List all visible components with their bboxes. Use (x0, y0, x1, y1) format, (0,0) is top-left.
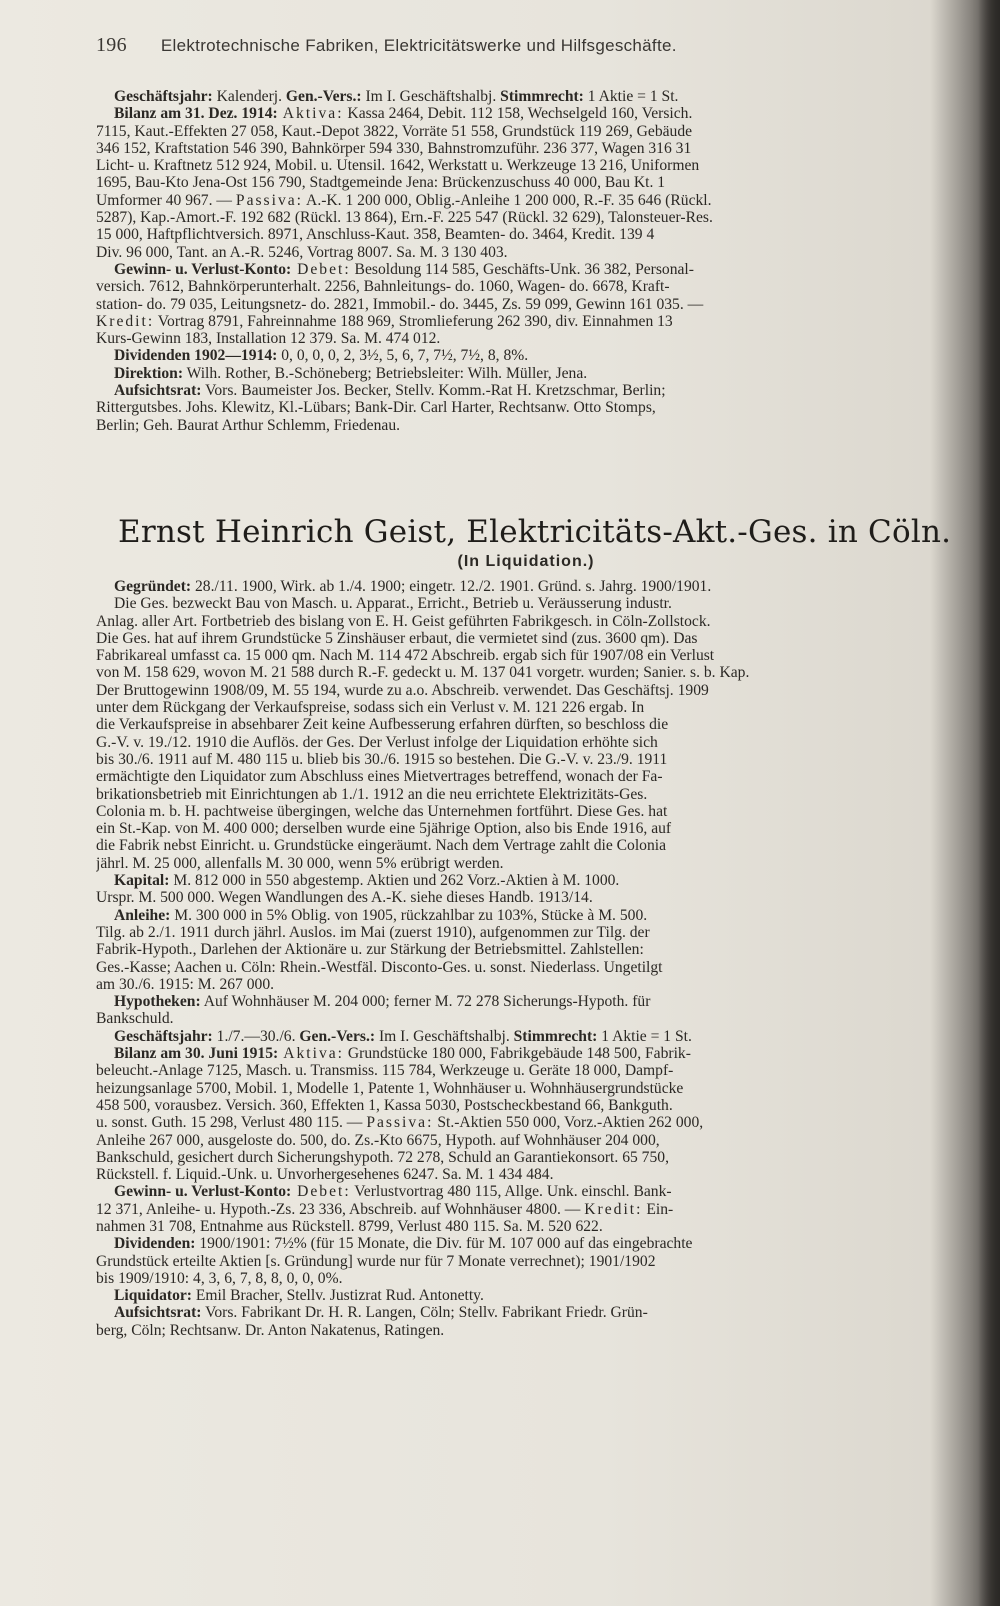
text-line: Gegründet: 28./11. 1900, Wirk. ab 1./4. 1900; eingetr. 12./2. 1901. Gründ. s. Jahrg. 1900/1901. (114, 578, 712, 595)
text-line: unter dem Rückgang der Verkaufspreise, sodass sich ein Verlust v. M. 121 226 ergab. In (96, 699, 645, 717)
text-line: ermächtigte den Liquidator zum Abschluss eines Mietvertrages betreffend, wonach der Fa- (96, 768, 663, 786)
text-line: Geschäftsjahr: Kalenderj. Gen.-Vers.: Im I. Geschäftshalbj. Stimmrecht: 1 Aktie = 1 St. (114, 88, 679, 105)
text-line: bis 30./6. 1911 auf M. 480 115 u. blieb bis 30./6. 1915 so bestehen. Die G.-V. v. 23./9. 1911 (96, 750, 668, 768)
text-line: Fabrikareal umfasst ca. 15 000 qm. Nach M. 114 472 Abschreib. ergab sich für 1907/08 ein Verlust (96, 647, 715, 665)
page-edge-shadow (978, 0, 1000, 1606)
company-entry (96, 578, 954, 1339)
text-line: Aufsichtsrat: Vors. Baumeister Jos. Becker, Stellv. Komm.-Rat H. Kretzschmar, Berlin; (114, 382, 666, 400)
previous-company-entry (96, 88, 954, 434)
text-line: Berlin; Geh. Baurat Arthur Schlemm, Friedenau. (96, 416, 401, 434)
text-line: versich. 7612, Bahnkörperunterhalt. 2256, Bahnleitungs- do. 1060, Wagen- do. 6678, Kraft- (96, 278, 670, 296)
text-line: von M. 158 629, wovon M. 21 588 durch R.-F. gedeckt u. M. 137 041 vorgetr. wurden; Sanier. s. b. Kap. (96, 664, 750, 682)
text-line: Tilg. ab 2./1. 1911 durch jährl. Auslos. im Mai (zuerst 1910), aufgenommen zur Tilg. der (96, 923, 650, 941)
text-line: nahmen 31 708, Entnahme aus Rückstell. 8799, Verlust 480 115. Sa. M. 520 622. (96, 1217, 603, 1235)
text-line: Licht- u. Kraftnetz 512 924, Mobil. u. Utensil. 1642, Werkstatt u. Werkzeuge 13 216, Uniformen (96, 157, 700, 175)
text-line: bis 1909/1910: 4, 3, 6, 7, 8, 8, 0, 0, 0%. (96, 1269, 343, 1287)
text-line: 458 500, vorausbez. Versich. 360, Effekten 1, Kassa 5030, Postscheckbestand 66, Bankguth. (96, 1096, 673, 1114)
text-line: Bilanz am 31. Dez. 1914: Aktiva: Kassa 2464, Debit. 112 158, Wechselgeld 160, Versich. (114, 105, 693, 123)
text-line: jährl. M. 25 000, allenfalls M. 30 000, wenn 5% erübrigt werden. (96, 854, 504, 872)
text-line: berg, Cöln; Rechtsanw. Dr. Anton Nakatenus, Ratingen. (96, 1321, 445, 1339)
text-line: Die Ges. hat auf ihrem Grundstücke 5 Zinshäuser erbaut, die vermietet sind (zus. 3600 qm). Das (96, 629, 698, 647)
text-line: Gewinn- u. Verlust-Konto: Debet: Besoldung 114 585, Geschäfts-Unk. 36 382, Personal- (114, 260, 694, 278)
text-line: Colonia m. b. H. pachtweise übergingen, welche das Unternehmen fortführt. Diese Ges. hat (96, 802, 668, 820)
text-line: Div. 96 000, Tant. an A.-R. 5246, Vortrag 8007. Sa. M. 3 130 403. (96, 243, 508, 261)
text-line: Geschäftsjahr: 1./7.—30./6. Gen.-Vers.: Im I. Geschäftshalbj. Stimmrecht: 1 Aktie = 1 St. (114, 1027, 692, 1045)
text-line: die Fabrik nebst Einricht. u. Grundstücke eingeräumt. Nach dem Vertrage zahlt die Colonia (96, 837, 667, 855)
text-line: Bilanz am 30. Juni 1915: Aktiva: Grundstücke 180 000, Fabrikgebäude 148 500, Fabrik- (114, 1045, 691, 1063)
text-line: 1695, Bau-Kto Jena-Ost 156 790, Stadtgemeinde Jena: Brückenzuschuss 40 000, Bau Kt. 1 (96, 174, 666, 192)
text-line: G.-V. v. 19./12. 1910 die Auflös. der Ges. Der Verlust infolge der Liquidation erhöhte sich (96, 733, 658, 751)
text-line: heizungsanlage 5700, Mobil. 1, Modelle 1, Patente 1, Wohnhäuser u. Wohnhäusergrundstücke (96, 1079, 684, 1097)
text-line: am 30./6. 1915: M. 267 000. (96, 975, 275, 993)
text-line: Rückstell. f. Liquid.-Unk. u. Unvorhergesehenes 6247. Sa. M. 1 434 484. (96, 1166, 554, 1184)
text-line: Anleihe: M. 300 000 in 5% Oblig. von 1905, rückzahlbar zu 103%, Stücke à M. 500. (114, 906, 648, 924)
text-line: Ges.-Kasse; Aachen u. Cöln: Rhein.-Westfäl. Disconto-Ges. u. sonst. Niederlass. Ungetilgt (96, 958, 663, 976)
text-line: Umformer 40 967. — Passiva: A.-K. 1 200 000, Oblig.-Anleihe 1 200 000, R.-F. 35 646 (Rückl. (96, 191, 712, 209)
text-line: Dividenden 1902—1914: 0, 0, 0, 0, 2, 3½, 5, 6, 7, 7½, 7½, 8, 8%. (114, 347, 529, 365)
text-line: Aufsichtsrat: Vors. Fabrikant Dr. H. R. Langen, Cöln; Stellv. Fabrikant Friedr. Grün- (114, 1304, 648, 1322)
company-subtitle: (In Liquidation.) (457, 553, 595, 570)
text-line: Liquidator: Emil Bracher, Stellv. Justizrat Rud. Antonetty. (114, 1287, 484, 1305)
text-line: Dividenden: 1900/1901: 7½% (für 15 Monate, die Div. für M. 107 000 auf das eingebrachte (114, 1235, 693, 1253)
text-line: Der Bruttogewinn 1908/09, M. 55 194, wurde zu a.o. Abschreib. verwendet. Das Geschäftsj. 1909 (96, 681, 709, 699)
text-line: 15 000, Haftpflichtversich. 8971, Anschluss-Kaut. 358, Beamten- do. 3464, Kredit. 139 4 (96, 226, 655, 244)
text-line: Anlag. aller Art. Fortbetrieb des bislang von E. H. Geist geführten Fabrikgesch. in Cöln-Zollstock. (96, 612, 711, 630)
page-number: 196 (96, 34, 127, 56)
text-line: ein St.-Kap. von M. 400 000; derselben wurde eine 5jährige Option, also bis Ende 1916, auf (96, 820, 672, 838)
page-header (96, 34, 916, 60)
text-line: 7115, Kaut.-Effekten 27 058, Kaut.-Depot 3822, Vorräte 51 558, Grundstück 119 269, Gebäude (96, 122, 693, 140)
text-line: Urspr. M. 500 000. Wegen Wandlungen des A.-K. siehe dieses Handb. 1913/14. (96, 889, 593, 907)
text-line: Direktion: Wilh. Rother, B.-Schöneberg; Betriebsleiter: Wilh. Müller, Jena. (114, 364, 588, 382)
text-line: 5287), Kap.-Amort.-F. 192 682 (Rückl. 13 864), Ern.-F. 225 547 (Rückl. 32 629), Talonsteuer-Res. (96, 209, 713, 227)
text-line: Kapital: M. 812 000 in 550 abgestemp. Aktien und 262 Vorz.-Aktien à M. 1000. (114, 872, 620, 890)
company-title: Ernst Heinrich Geist, Elektricitäts-Akt.-Ges. in Cöln. (118, 514, 952, 550)
text-line: 12 371, Anleihe- u. Hypoth.-Zs. 23 336, Abschreib. auf Wohnhäuser 4800. — Kredit: Ein- (96, 1200, 674, 1218)
text-line: beleucht.-Anlage 7125, Masch. u. Transmiss. 115 784, Werkzeuge u. Geräte 18 000, Dampf- (96, 1062, 674, 1080)
text-line: Rittergutsbes. Johs. Klewitz, Kl.-Lübars; Bank-Dir. Carl Harter, Rechtsanw. Otto Stomps, (96, 399, 656, 417)
text-line: Fabrik-Hypoth., Darlehen der Aktionäre u. zur Stärkung der Betriebsmittel. Zahlstellen: (96, 941, 644, 959)
text-line: Kurs-Gewinn 183, Installation 12 379. Sa. M. 474 012. (96, 330, 441, 348)
text-line: station- do. 79 035, Leitungsnetz- do. 2821, Immobil.- do. 3445, Zs. 59 099, Gewinn 161 035. — (96, 295, 704, 313)
running-title: Elektrotechnische Fabriken, Elektricitätswerke und Hilfsgeschäfte. (160, 36, 677, 55)
text-line: Anleihe 267 000, ausgeloste do. 500, do. Zs.-Kto 6675, Hypoth. auf Wohnhäuser 204 000, (96, 1131, 660, 1149)
text-line: Die Ges. bezweckt Bau von Masch. u. Apparat., Erricht., Betrieb u. Veräusserung industr. (114, 595, 672, 613)
text-line: Bankschuld. (96, 1010, 174, 1028)
text-line: 346 152, Kraftstation 546 390, Bahnkörper 594 330, Bahnstromzuführ. 236 377, Wagen 316 31 (96, 139, 692, 157)
text-line: Grundstück erteilte Aktien [s. Gründung] wurde nur für 7 Monate verrechnet); 1901/1902 (96, 1252, 656, 1270)
text-line: brikationsbetrieb mit Einrichtungen ab 1./1. 1912 an die neu errichtete Elektrizitäts-Ges. (96, 785, 648, 803)
text-line: u. sonst. Guth. 15 298, Verlust 480 115. — Passiva: St.-Aktien 550 000, Vorz.-Aktien 262 000, (96, 1114, 704, 1132)
text-line: Bankschuld, gesichert durch Sicherungshypoth. 72 278, Schuld an Garantiekonsort. 65 750, (96, 1148, 669, 1166)
text-line: Hypotheken: Auf Wohnhäuser M. 204 000; ferner M. 72 278 Sicherungs-Hypoth. für (114, 993, 651, 1011)
text-line: Kredit: Vortrag 8791, Fahreinnahme 188 969, Stromlieferung 262 390, div. Einnahmen 13 (96, 312, 673, 330)
text-line: Gewinn- u. Verlust-Konto: Debet: Verlustvortrag 480 115, Allge. Unk. einschl. Bank- (114, 1183, 672, 1201)
text-line: die Verkaufspreise in absehbarer Zeit keine Aufbesserung erfahren dürften, so beschloss die (96, 716, 669, 734)
